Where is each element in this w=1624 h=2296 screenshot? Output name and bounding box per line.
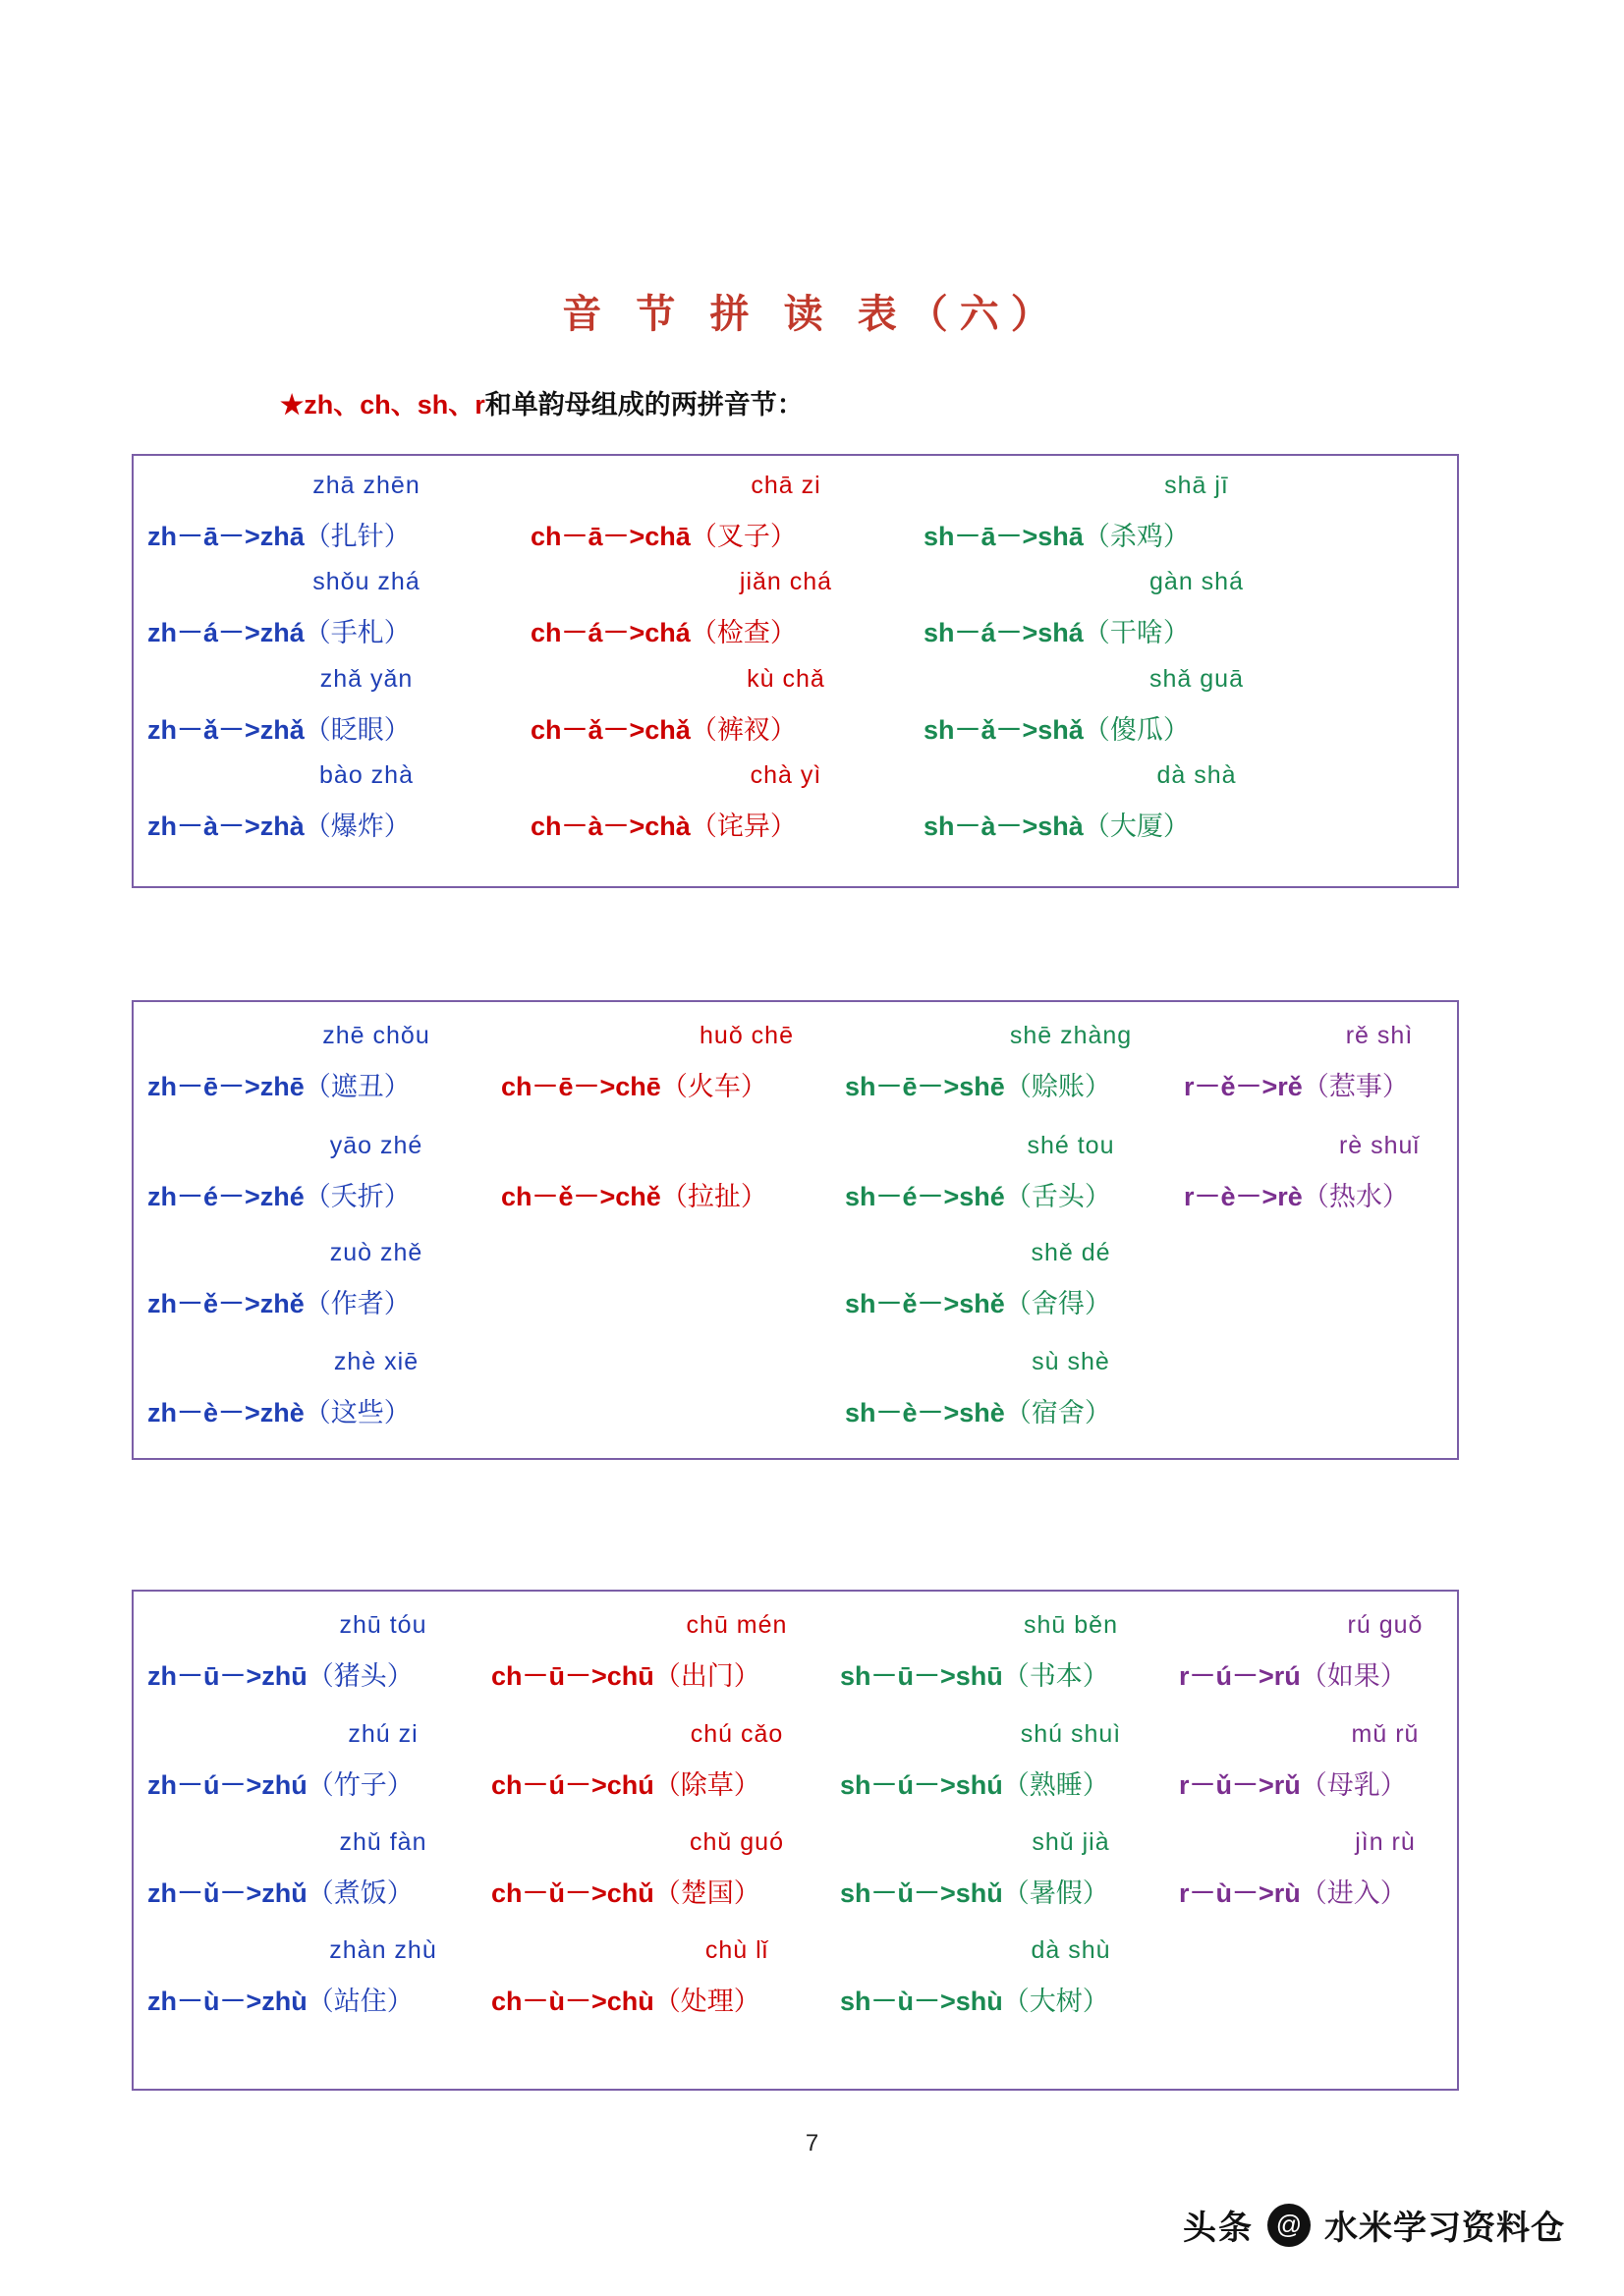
equation-hanzi: （作者） <box>304 1289 411 1318</box>
pinyin-gloss: zhè xiē <box>333 1348 420 1375</box>
equation-hanzi: （爆炸） <box>304 812 411 841</box>
equation-pinyin: r－ǔ－>rǔ <box>1179 1770 1301 1800</box>
pinyin-gloss: zhǎ yǎn <box>319 665 414 693</box>
equation-pinyin: sh－ě－>shě <box>845 1289 1005 1318</box>
syllable-equation <box>147 1980 414 2018</box>
pinyin-gloss: zuò zhě <box>329 1239 423 1266</box>
equation-hanzi: （大厦） <box>1083 812 1190 841</box>
equation-hanzi: （遮丑） <box>304 1072 411 1101</box>
pinyin-gloss: jiǎn chá <box>739 568 833 595</box>
pinyin-gloss: zhú zi <box>348 1720 419 1748</box>
subtitle-text: 和单韵母组成的两拼音节： <box>484 390 804 420</box>
pinyin-gloss: dà shà <box>1156 761 1237 789</box>
equation-hanzi: （火车） <box>660 1072 767 1101</box>
account-name: 水米学习资料仓 <box>1324 2210 1565 2247</box>
syllable-equation <box>1179 1872 1407 1910</box>
equation-pinyin: sh－ē－>shē <box>845 1072 1005 1101</box>
equation-pinyin: ch－ú－>chú <box>491 1770 654 1800</box>
subtitle-initials: zh、ch、sh、r <box>304 390 485 420</box>
at-icon: @ <box>1267 2204 1311 2247</box>
pinyin-gloss: yāo zhé <box>329 1132 423 1159</box>
pinyin-gloss: shē zhànɡ <box>1009 1022 1133 1049</box>
syllable-equation <box>531 611 797 649</box>
syllable-equation <box>491 1872 760 1910</box>
equation-hanzi: （干啥） <box>1083 618 1190 647</box>
equation-pinyin: r－ú－>rú <box>1179 1661 1301 1691</box>
equation-pinyin: ch－ē－>chē <box>501 1072 661 1101</box>
equation-hanzi: （拉扯） <box>660 1182 767 1211</box>
equation-hanzi: （眨眼） <box>304 715 411 745</box>
equation-pinyin: ch－ě－>chě <box>501 1182 661 1211</box>
equation-pinyin: zh－ǎ－>zhǎ <box>147 715 305 745</box>
equation-hanzi: （煮饭） <box>307 1878 414 1908</box>
pinyin-gloss: huǒ chē <box>700 1022 794 1049</box>
pinyin-gloss: shǒu zhá <box>312 568 420 595</box>
syllable-equation <box>147 1872 414 1910</box>
equation-pinyin: zh－ā－>zhā <box>147 522 305 551</box>
equation-hanzi: （站住） <box>307 1987 414 2016</box>
equation-hanzi: （处理） <box>653 1987 760 2016</box>
pinyin-gloss: zhǔ fàn <box>339 1828 427 1856</box>
pinyin-gloss: chù lǐ <box>704 1936 769 1964</box>
pinyin-gloss: shā jī <box>1164 472 1229 499</box>
pinyin-gloss: zhàn zhù <box>329 1936 437 1964</box>
equation-pinyin: zh－ū－>zhū <box>147 1661 308 1691</box>
equation-pinyin: zh－ù－>zhù <box>147 1987 308 2016</box>
equation-pinyin: zh－á－>zhá <box>147 618 305 647</box>
pinyin-gloss: zhē chǒu <box>322 1022 430 1049</box>
equation-pinyin: sh－ǎ－>shǎ <box>924 715 1084 745</box>
equation-pinyin: ch－ā－>chā <box>531 522 691 551</box>
toutiao-label: 头条 <box>1183 2210 1254 2247</box>
equation-pinyin: zh－ě－>zhě <box>147 1289 305 1318</box>
pinyin-gloss: jìn rù <box>1355 1828 1416 1856</box>
pinyin-gloss: zhū tóu <box>339 1611 427 1639</box>
equation-pinyin: sh－ù－>shù <box>840 1987 1003 2016</box>
equation-hanzi: （进入） <box>1300 1878 1407 1908</box>
equation-hanzi: （热水） <box>1302 1182 1409 1211</box>
equation-pinyin: ch－ǎ－>chǎ <box>531 715 691 745</box>
syllable-equation <box>845 1065 1111 1103</box>
equation-hanzi: （暑假） <box>1002 1878 1109 1908</box>
syllable-equation <box>1179 1764 1407 1802</box>
syllable-equation <box>491 1980 760 2018</box>
equation-pinyin: r－è－>rè <box>1184 1182 1303 1211</box>
pinyin-gloss: shǎ guā <box>1149 665 1244 693</box>
syllable-equation <box>845 1282 1111 1320</box>
page-title: 音 节 拼 读 表（六） <box>562 293 1062 336</box>
syllable-equation <box>840 1980 1109 2018</box>
syllable-equation <box>840 1764 1109 1802</box>
equation-hanzi: （叉子） <box>690 522 797 551</box>
syllable-equation <box>840 1654 1109 1693</box>
equation-hanzi: （大树） <box>1002 1987 1109 2016</box>
pinyin-gloss: shě dé <box>1031 1239 1111 1266</box>
equation-hanzi: （宿舍） <box>1004 1398 1111 1428</box>
equation-hanzi: （夭折） <box>304 1182 411 1211</box>
syllable-equation <box>531 805 797 843</box>
pinyin-gloss: chǔ ɡuó <box>690 1828 784 1856</box>
syllable-equation <box>147 611 411 649</box>
pinyin-gloss: chú cǎo <box>690 1720 784 1748</box>
pinyin-gloss: rè shuǐ <box>1338 1132 1421 1159</box>
syllable-equation <box>840 1872 1109 1910</box>
equation-hanzi: （如果） <box>1300 1661 1407 1691</box>
syllable-equation <box>1184 1065 1409 1103</box>
equation-pinyin: zh－ú－>zhú <box>147 1770 308 1800</box>
equation-hanzi: （舌头） <box>1004 1182 1111 1211</box>
pinyin-gloss: zhā zhēn <box>312 472 420 499</box>
syllable-equation <box>1179 1654 1407 1693</box>
equation-pinyin: zh－é－>zhé <box>147 1182 305 1211</box>
equation-pinyin: r－ù－>rù <box>1179 1878 1301 1908</box>
equation-hanzi: （诧异） <box>690 812 797 841</box>
pinyin-gloss: shū běn <box>1024 1611 1118 1639</box>
equation-hanzi: （猪头） <box>307 1661 414 1691</box>
pinyin-gloss: chā zi <box>751 472 821 499</box>
syllable-equation <box>924 708 1190 747</box>
equation-hanzi: （除草） <box>653 1770 760 1800</box>
equation-hanzi: （舍得） <box>1004 1289 1111 1318</box>
syllable-equation <box>924 805 1190 843</box>
equation-pinyin: sh－ū－>shū <box>840 1661 1003 1691</box>
pinyin-gloss: shé tou <box>1027 1132 1115 1159</box>
equation-pinyin: sh－ā－>shā <box>924 522 1084 551</box>
equation-pinyin: zh－ē－>zhē <box>147 1072 305 1101</box>
syllable-equation <box>147 515 411 553</box>
pinyin-gloss: rú guǒ <box>1347 1611 1424 1639</box>
equation-pinyin: zh－ǔ－>zhǔ <box>147 1878 308 1908</box>
syllable-equation <box>147 1391 411 1429</box>
equation-hanzi: （赊账） <box>1004 1072 1111 1101</box>
syllable-equation <box>147 708 411 747</box>
equation-hanzi: （出门） <box>653 1661 760 1691</box>
pinyin-gloss: shú shuì <box>1020 1720 1122 1748</box>
footer-logo <box>1183 2201 1565 2249</box>
syllable-equation <box>531 708 797 747</box>
equation-pinyin: ch－à－>chà <box>531 812 691 841</box>
equation-hanzi: （惹事） <box>1302 1072 1409 1101</box>
pinyin-gloss: sù shè <box>1032 1348 1110 1375</box>
pinyin-gloss: rě shì <box>1345 1022 1414 1049</box>
pinyin-gloss: mǔ rǔ <box>1351 1720 1420 1748</box>
syllable-equation <box>491 1654 760 1693</box>
star-icon: ★ <box>280 390 305 420</box>
equation-pinyin: sh－á－>shá <box>924 618 1084 647</box>
syllable-equation <box>501 1065 767 1103</box>
equation-pinyin: ch－ū－>chū <box>491 1661 654 1691</box>
equation-hanzi: （熟睡） <box>1002 1770 1109 1800</box>
equation-pinyin: ch－ù－>chù <box>491 1987 654 2016</box>
equation-hanzi: （杀鸡） <box>1083 522 1190 551</box>
equation-hanzi: （楚国） <box>653 1878 760 1908</box>
equation-hanzi: （手札） <box>304 618 411 647</box>
equation-pinyin: zh－à－>zhà <box>147 812 305 841</box>
equation-pinyin: ch－á－>chá <box>531 618 691 647</box>
equation-hanzi: （裤衩） <box>690 715 797 745</box>
pinyin-gloss: chà yì <box>750 761 822 789</box>
pinyin-gloss: chū mén <box>686 1611 788 1639</box>
syllable-equation <box>924 515 1190 553</box>
pinyin-gloss: dà shù <box>1031 1936 1111 1964</box>
equation-hanzi: （母乳） <box>1300 1770 1407 1800</box>
equation-hanzi: （竹子） <box>307 1770 414 1800</box>
equation-pinyin: sh－à－>shà <box>924 812 1084 841</box>
equation-pinyin: sh－ǔ－>shǔ <box>840 1878 1003 1908</box>
equation-pinyin: sh－è－>shè <box>845 1398 1005 1428</box>
equation-pinyin: r－ě－>rě <box>1184 1072 1303 1101</box>
equation-hanzi: （检查） <box>690 618 797 647</box>
equation-pinyin: sh－ú－>shú <box>840 1770 1003 1800</box>
pinyin-gloss: gàn shá <box>1149 568 1244 595</box>
pinyin-gloss: kù chǎ <box>747 665 825 693</box>
syllable-equation <box>147 1065 411 1103</box>
syllable-equation <box>531 515 797 553</box>
equation-hanzi: （书本） <box>1002 1661 1109 1691</box>
syllable-equation <box>845 1175 1111 1213</box>
syllable-equation <box>147 805 411 843</box>
syllable-equation <box>491 1764 760 1802</box>
page-number: 7 <box>805 2130 819 2156</box>
equation-hanzi: （扎针） <box>304 522 411 551</box>
syllable-equation <box>147 1175 411 1213</box>
syllable-equation <box>147 1282 411 1320</box>
syllable-equation <box>1184 1175 1409 1213</box>
equation-hanzi: （这些） <box>304 1398 411 1428</box>
equation-pinyin: ch－ǔ－>chǔ <box>491 1878 654 1908</box>
pinyin-gloss: bào zhà <box>319 761 414 789</box>
pinyin-gloss: shǔ jià <box>1032 1828 1110 1856</box>
syllable-equation <box>501 1175 767 1213</box>
syllable-equation <box>924 611 1190 649</box>
syllable-equation <box>845 1391 1111 1429</box>
syllable-equation <box>147 1764 414 1802</box>
equation-pinyin: zh－è－>zhè <box>147 1398 305 1428</box>
section-subtitle <box>280 383 804 421</box>
equation-pinyin: sh－é－>shé <box>845 1182 1005 1211</box>
equation-hanzi: （傻瓜） <box>1083 715 1190 745</box>
syllable-equation <box>147 1654 414 1693</box>
